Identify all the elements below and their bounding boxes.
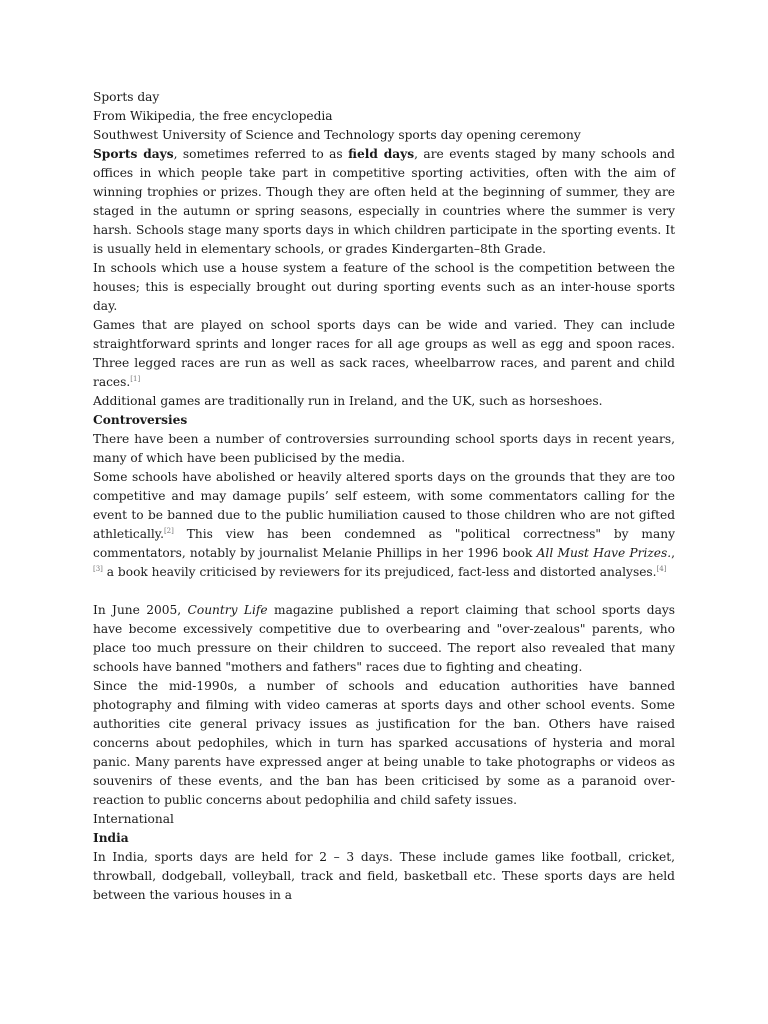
additional-games-paragraph: Additional games are traditionally run in Ireland, and the UK, such as horseshoes. <box>93 394 603 408</box>
article-title: Sports day <box>93 90 160 104</box>
houses-paragraph: In schools which use a house system a feature of the school is the competition between the houses; this is especially brought out during sporting events such as an inter-house sports day. <box>93 261 675 313</box>
controversies-paragraph-2: Some schools have abolished or heavily altered sports days on the grounds that they are too competitive and may damage pupils’ self esteem, with some commentators calling for the event to be banned due to the public humiliation caused to those children who are not gifted athletically.[2] This view has been condemned as "political correctness" by many commentators, notably by journalist Melanie Phillips in her 1996 book All Must Have Prizes.,[3] a book heavily criticised by reviewers for its prejudiced, fact-less and distorted analyses.[4] <box>93 470 675 579</box>
international-heading: International <box>93 812 174 826</box>
term-field-days: field days <box>348 147 415 161</box>
source-line: From Wikipedia, the free encyclopedia <box>93 109 333 123</box>
reference-1[interactable]: [1] <box>130 375 141 383</box>
reference-4[interactable]: [4] <box>656 565 667 573</box>
photography-paragraph: Since the mid-1990s, a number of schools and education authorities have banned photography and filming with video cameras at sports days and other school events. Some authorities cite general privacy issues as justification for the ban. Others have raised concerns about pedophiles, which in turn has sparked accusations of hysteria and moral panic. Many parents have expressed anger at being unable to take photographs or videos as souvenirs of these events, and the ban has been criticised by some as a paranoid over-reaction to public concerns about pedophilia and child safety issues. <box>93 679 675 807</box>
controversies-paragraph-1: There have been a number of controversies surrounding school sports days in recent years, many of which have been publicised by the media. <box>93 432 675 465</box>
magazine-title: Country Life <box>187 603 268 617</box>
image-caption: Southwest University of Science and Technology sports day opening ceremony <box>93 128 581 142</box>
reference-3[interactable]: [3] <box>93 565 103 573</box>
term-sports-days: Sports days <box>93 147 174 161</box>
games-paragraph: Games that are played on school sports days can be wide and varied. They can include straightforward sprints and longer races for all age groups as well as egg and spoon races. Three legged races are run as well as sack races, wheelbarrow races, and parent and child races.[1] <box>93 318 675 389</box>
intro-paragraph: Sports days, sometimes referred to as field days, are events staged by many schools and offices in which people take part in competitive sporting activities, often with the aim of winning trophies or prizes. Though they are often held at the beginning of summer, they are staged in the autumn or spring seasons, especially in countries where the summer is very harsh. Schools stage many sports days in which children participate in the sporting events. It is usually held in elementary schools, or grades Kindergarten–8th Grade. <box>93 147 675 256</box>
india-heading: India <box>93 831 129 845</box>
book-title: All Must Have Prizes. <box>536 546 672 560</box>
india-paragraph: In India, sports days are held for 2 – 3 days. These include games like football, cricket, throwball, dodgeball, volleyball, track and field, basketball etc. These sports days are held between the various houses in a <box>93 850 675 902</box>
article <box>93 88 675 905</box>
controversies-heading: Controversies <box>93 413 188 427</box>
reference-2[interactable]: [2] <box>163 527 174 535</box>
country-life-paragraph: In June 2005, Country Life magazine published a report claiming that school sports days have become excessively competitive due to overbearing and "over-zealous" parents, who place too much pressure on their children to succeed. The report also revealed that many schools have banned "mothers and fathers" races due to fighting and cheating. <box>93 603 676 674</box>
